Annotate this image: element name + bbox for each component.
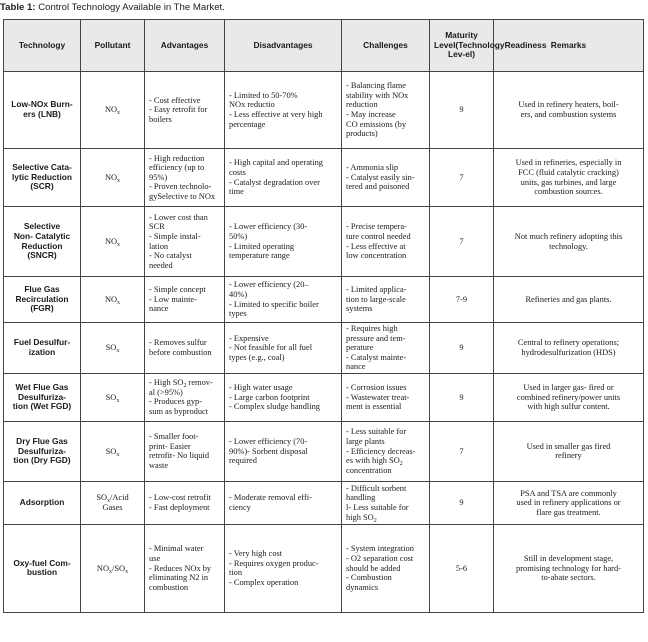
table-row [4,149,644,207]
control-technology-table [3,19,644,613]
cell-maturity: 5-6 [430,524,494,612]
header-challenges: Challenges [342,20,430,72]
cell-technology: Low-NOx Burn- ers (LNB) [4,72,81,149]
table-row [4,421,644,481]
table-row [4,373,644,421]
header-row [4,20,644,72]
cell-maturity: 9 [430,481,494,524]
table-row [4,277,644,323]
cell-technology: Adsorption [4,481,81,524]
table-row [4,323,644,374]
header-disadvantages: Disadvantages [225,20,342,72]
cell-advantages: - Simple concept - Low mainte- nance [145,277,225,323]
cell-remarks: Not much refinery adopting this technology. [494,207,644,277]
cell-disadvantages: - High capital and operating costs - Catalyst degradation over time [225,149,342,207]
cell-pollutant: $NO_x$ [81,207,145,277]
cell-pollutant: $NO_x/SO_x$ [81,524,145,612]
cell-technology: Fuel Desulfur- ization [4,323,81,374]
cell-challenges: - Less suitable for large plants - Efficiency decreas- es with high $SO_2$ concentration [342,421,430,481]
header-technology: Technology [4,20,81,72]
cell-advantages: - Cost effective - Easy retrofit for boilers [145,72,225,149]
cell-maturity: 9 [430,373,494,421]
cell-remarks: Used in refineries, especially in FCC (fluid catalytic cracking) units, gas turbines, and large combustion sources. [494,149,644,207]
cell-maturity: 7 [430,149,494,207]
cell-advantages: - Removes sulfur before combustion [145,323,225,374]
cell-technology: Wet Flue Gas Desulfuriza- tion (Wet FGD) [4,373,81,421]
table-row [4,207,644,277]
cell-advantages: - High reduction efficiency (up to 95%) - Proven technolo- gySelective to NOx [145,149,225,207]
header-pollutant: Pollutant [81,20,145,72]
cell-disadvantages: - Limited to 50-70% NOx reductio - Less effective at very high percentage [225,72,342,149]
cell-remarks: Used in larger gas- fired or combined refinery/power units with high sulfur content. [494,373,644,421]
cell-remarks: Used in refinery heaters, boil- ers, and combustion systems [494,72,644,149]
cell-challenges: - System integration - O2 separation cost should be added - Combustion dynamics [342,524,430,612]
cell-maturity: 9 [430,323,494,374]
caption-label: Table 1: [0,2,36,13]
cell-challenges: - Limited applica- tion to large-scale systems [342,277,430,323]
cell-advantages: - Smaller foot- print- Easier retrofit- No liquid waste [145,421,225,481]
table-row [4,72,644,149]
header-advantages: Advantages [145,20,225,72]
cell-technology: Selective Non- Catalytic Reduction (SNCR) [4,207,81,277]
cell-challenges: - Balancing flame stability with NOx reduction - May increase CO emissions (by products) [342,72,430,149]
cell-advantages: - Lower cost than SCR - Simple instal- lation - No catalyst needed [145,207,225,277]
cell-pollutant: $NO_x$ [81,277,145,323]
cell-challenges: - Precise tempera- ture control needed - Less effective at low concentration [342,207,430,277]
cell-disadvantages: - Lower efficiency (30- 50%) - Limited operating temperature range [225,207,342,277]
cell-disadvantages: - Moderate removal effi- ciency [225,481,342,524]
cell-remarks: Used in smaller gas fired refinery [494,421,644,481]
cell-pollutant: $SO_x$ [81,323,145,374]
cell-pollutant: $SO_x$ [81,421,145,481]
cell-disadvantages: - Lower efficiency (70- 90%)- Sorbent disposal required [225,421,342,481]
cell-challenges: - Corrosion issues - Wastewater treat- ment is essential [342,373,430,421]
cell-advantages: - Low-cost retrofit - Fast deployment [145,481,225,524]
cell-disadvantages: - Very high cost - Requires oxygen produc- tion - Complex operation [225,524,342,612]
cell-remarks: Refineries and gas plants. [494,277,644,323]
table-body [4,72,644,613]
cell-disadvantages: - High water usage - Large carbon footprint - Complex sludge handling [225,373,342,421]
cell-maturity: 7-9 [430,277,494,323]
cell-pollutant: $NO_x$ [81,72,145,149]
cell-maturity: 7 [430,421,494,481]
cell-disadvantages: - Expensive - Not feasible for all fuel types (e.g., coal) [225,323,342,374]
cell-pollutant: $SO_x$/Acid Gases [81,481,145,524]
cell-technology: Oxy-fuel Com- bustion [4,524,81,612]
cell-challenges: - Requires high pressure and tem- perature - Catalyst mainte- nance [342,323,430,374]
cell-remarks: Still in development stage, promising technology for hard- to-abate sectors. [494,524,644,612]
cell-disadvantages: - Lower efficiency (20– 40%) - Limited to specific boiler types [225,277,342,323]
caption-text: Control Technology Available in The Market. [35,2,225,13]
cell-advantages: - High $SO_2$ remov- al (>95%) - Produces gyp- sum as byproduct [145,373,225,421]
cell-technology: Flue Gas Recirculation (FGR) [4,277,81,323]
cell-pollutant: $NO_x$ [81,149,145,207]
cell-pollutant: $SO_x$ [81,373,145,421]
table-row [4,524,644,612]
cell-remarks: Central to refinery operations; hydrodesulfurization (HDS) [494,323,644,374]
cell-maturity: 9 [430,72,494,149]
table-caption [0,0,648,15]
cell-technology: Dry Flue Gas Desulfuriza- tion (Dry FGD) [4,421,81,481]
cell-challenges: - Ammonia slip - Catalyst easily sin- tered and poisoned [342,149,430,207]
cell-technology: Selective Cata- lytic Reduction (SCR) [4,149,81,207]
header-maturity: Maturity Level(TechnologyReadiness Lev-el) [430,20,494,72]
cell-advantages: - Minimal water use - Reduces NOx by eliminating N2 in combustion [145,524,225,612]
table-row [4,481,644,524]
cell-maturity: 7 [430,207,494,277]
header-remarks: Remarks [494,20,644,72]
cell-challenges: - Difficult sorbent handling l- Less suitable for high $SO_2$ [342,481,430,524]
cell-remarks: PSA and TSA are commonly used in refinery applications or flare gas treatment. [494,481,644,524]
